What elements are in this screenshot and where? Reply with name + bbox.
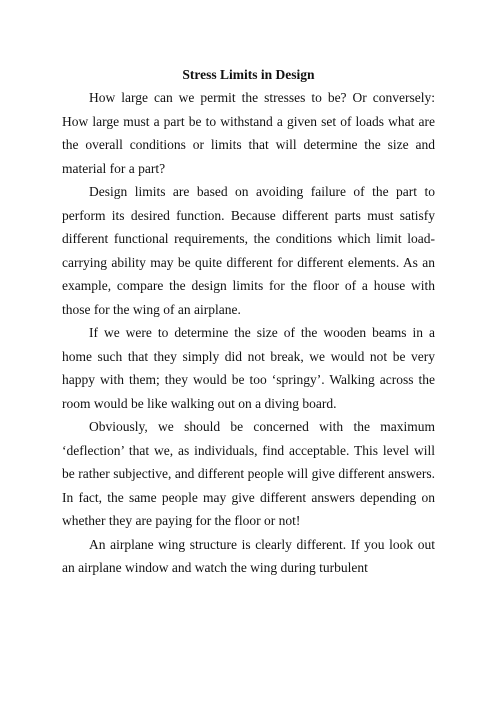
paragraph: Obviously, we should be concerned with the maximum ‘deflection’ that we, as individuals, find acceptable. This level will be rather subjective, and different people will give different answers. In fact, the same people may give different answers depending on whether they are paying for the floor or not!: [62, 419, 435, 528]
paragraph: If we were to determine the size of the wooden beams in a home such that they simply did not break, we would not be very happy with them; they would be too ‘springy’. Walking across the room would be like walking out on a diving board.: [62, 325, 435, 411]
document-title: Stress Limits in Design: [182, 67, 315, 82]
paragraph: An airplane wing structure is clearly different. If you look out an airplane window and watch the wing during turbulent: [62, 536, 435, 575]
paragraph: How large can we permit the stresses to be? Or conversely: How large must a part be to withstand a given set of loads what are the overall conditions or limits that will determine the size and material for a part?: [62, 90, 435, 176]
document-body: [62, 64, 435, 580]
paragraph: Design limits are based on avoiding failure of the part to perform its desired function. Because different parts must satisfy different functional requirements, the conditions which limit load-carrying ability may be quite different for different elements. As an example, compare the design limits for the floor of a house with those for the wing of an airplane.: [62, 184, 435, 317]
